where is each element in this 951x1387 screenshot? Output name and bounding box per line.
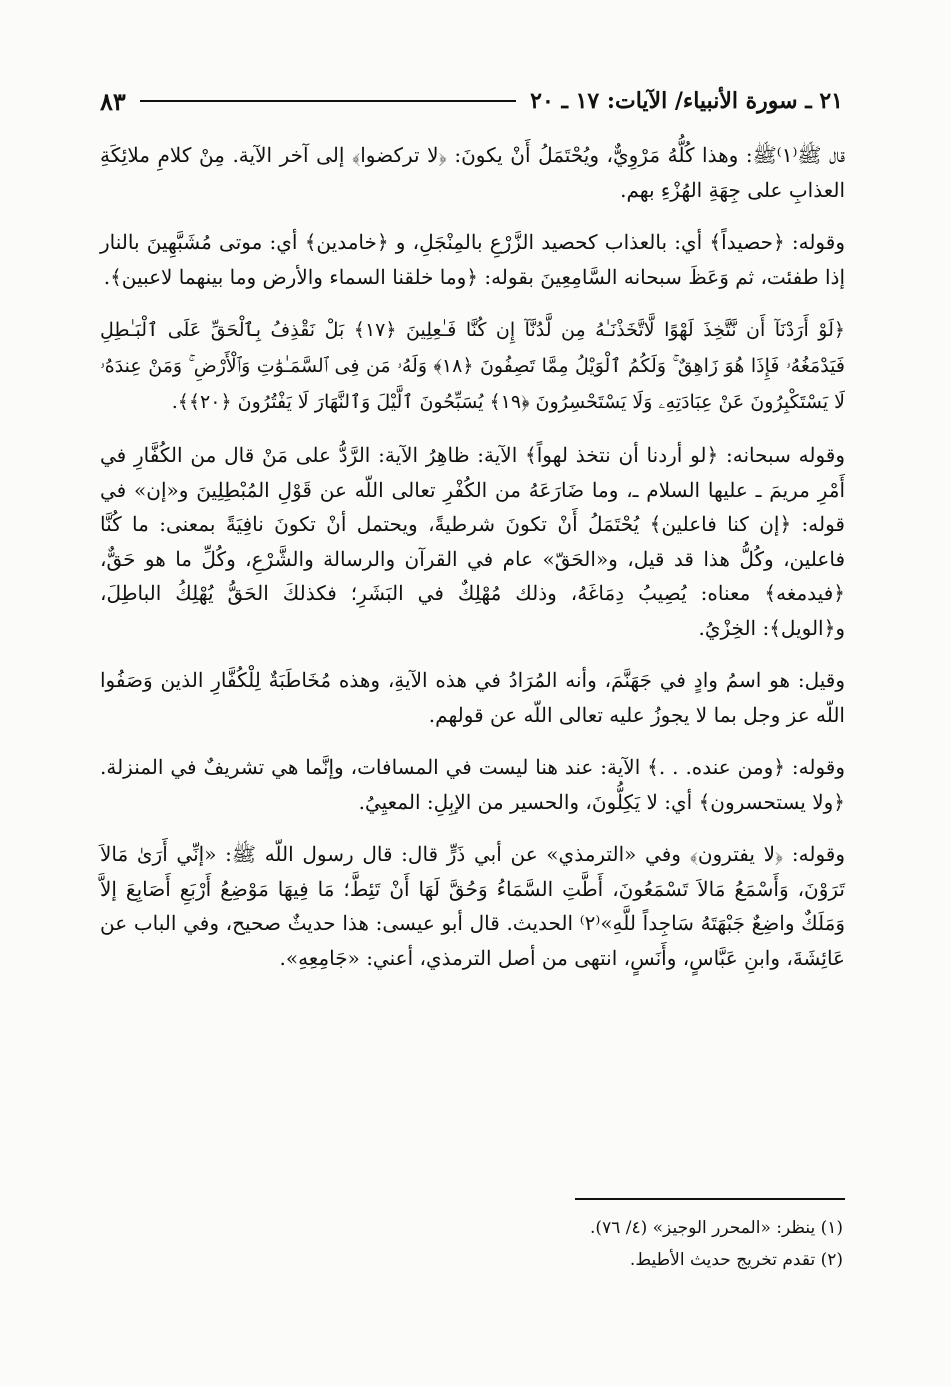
page-body	[100, 138, 845, 993]
page-number: ٨٣	[100, 86, 126, 116]
paragraph-6: وقوله: ﴿ومن عنده. . .﴾ الآية: عند هنا ليست في المسافات، وإنَّما هي تشريفٌ في المنزلة. ﴿ولا يستحسرون﴾ أي: لا يَكِلُّونَ، والحسير من الإبِلِ: المعيِيُ.	[100, 755, 845, 814]
header-rule	[140, 100, 516, 102]
paragraph-4: وقوله سبحانه: ﴿لو أردنا أن نتخذ لهواً﴾ الآية: ظاهِرُ الآية: الرَّدُّ على مَنْ قال من الكُفَّارِ في أَمْرِ مريمَ ـ عليها السلام ـ، وما ضَارَعَهُ من الكُفْرِ تعالى اللّه عن قَوْلِ المُبْطِلِينَ و«إن» في قوله: ﴿إن كنا فاعلين﴾ يُحْتَمَلُ أَنْ تكونَ شرطيةً، ويحتمل أنْ تكونَ نافِيَةً بمعنى: ما كُنَّا فاعلين، وكُلُّ هذا قد قيل، و«الحَقّ» عام في القرآن والرسالة والشَّرْعِ، وكُلِّ ما هو حَقٌّ، ﴿فيدمغه﴾ معناه: يُصِيبُ دِمَاغَهُ، وذلك مُهْلِكٌ في البَشَرِ؛ فكذلكَ الحَقُّ يُهْلِكُ الباطِلَ، و﴿الويل﴾: الخِزْيُ.	[100, 443, 845, 640]
footnotes	[100, 1212, 843, 1276]
paragraph-7: وقوله: ﴿لا يفترون﴾ وفي «الترمذي» عن أبي ذَرٍّ قال: قال رسول اللّه ﷺ: «إنِّي أَرَىٰ مَالاَ تَرَوْنَ، وَأَسْمَعُ مَالاَ تَسْمَعُونَ، أَطَّتِ السَّمَاءُ وَحُقَّ لَهَا أَنْ تَئِطَّ؛ مَا فِيهَا مَوْضِعُ أَرْبَعِ أَصَابِعَ إلاَّ وَمَلَكٌ واضِعٌ جَبْهَتَهُ سَاجِداً للَّهِ»⁽٢⁾ الحديث. قال أبو عيسى: هذا حديثٌ صحيح، وفي الباب عن عَائِشَةَ، وابنِ عَبَّاسٍ، وأَنَسٍ، انتهى من أصل الترمذي، أعني: «جَامِعِهِ».	[100, 842, 845, 970]
footnote-2: (٢) تقدم تخريج حديث الأطيط.	[629, 1250, 843, 1270]
paragraph-1: قال ﷺ⁽١⁾ﷺ: وهذا كُلُّهُ مَرْوِيٌّ، ويُحْتَمَلُ أَنْ يكونَ: ﴿لا تركضوا﴾ إلى آخر الآية. مِنْ كلامِ ملائِكَةِ العذابِ على جِهَةِ الهُزْءِ بهم.	[100, 143, 846, 202]
paragraph-5: وقيل: هو اسمُ وادٍ في جَهَنَّمَ، وأنه المُرَادُ في هذه الآيةِ، وهذه مُخَاطَبَةٌ لِلْكُفَّارِ الذين وَصَفُوا اللّه عز وجل بما لا يجوزُ عليه تعالى اللّه عن قولهم.	[100, 668, 845, 727]
running-title: ٢١ ـ سورة الأنبياء/ الآيات: ١٧ ـ ٢٠	[530, 88, 843, 114]
footnote-separator	[575, 1198, 845, 1200]
footnote-1: (١) ينظر: «المحرر الوجيز» (٤/ ٧٦).	[590, 1218, 843, 1238]
quran-verses: ﴿لَوْ أَرَدْنَآ أَن نَّتَّخِذَ لَهْوًا لَّاتَّخَذْنَـٰهُ مِن لَّدُنَّآ إِن كُنَّا فَـٰعِلِينَ ﴿١٧﴾ بَلْ نَقْذِفُ بِٱلْحَقِّ عَلَى ٱلْبَـٰطِلِ فَيَدْمَغُهُۥ فَإِذَا هُوَ زَاهِقٌ ۚ وَلَكُمُ ٱلْوَيْلُ مِمَّا تَصِفُونَ ﴿١٨﴾ وَلَهُۥ مَن فِى ٱلسَّمَـٰوَٰتِ وَٱلْأَرْضِ ۚ وَمَنْ عِندَهُۥ لَا يَسْتَكْبِرُونَ عَنْ عِبَادَتِهِۦ وَلَا يَسْتَحْسِرُونَ ﴿١٩﴾ يُسَبِّحُونَ ٱلَّيْلَ وَٱلنَّهَارَ لَا يَفْتُرُونَ ﴿٢٠﴾﴾.	[100, 319, 845, 413]
paragraph-2: وقوله: ﴿حصيداً﴾ أي: بالعذاب كحصيد الزَّرْعِ بالمِنْجَلِ، و ﴿خامدين﴾ أي: موتى مُشَبَّهِينَ بالنار إذا طفئت، ثم وَعَظَ سبحانه السَّامِعِينَ بقوله: ﴿وما خلقنا السماء والأرض وما بينهما لاعبين﴾.	[100, 230, 845, 289]
running-header	[100, 84, 843, 118]
